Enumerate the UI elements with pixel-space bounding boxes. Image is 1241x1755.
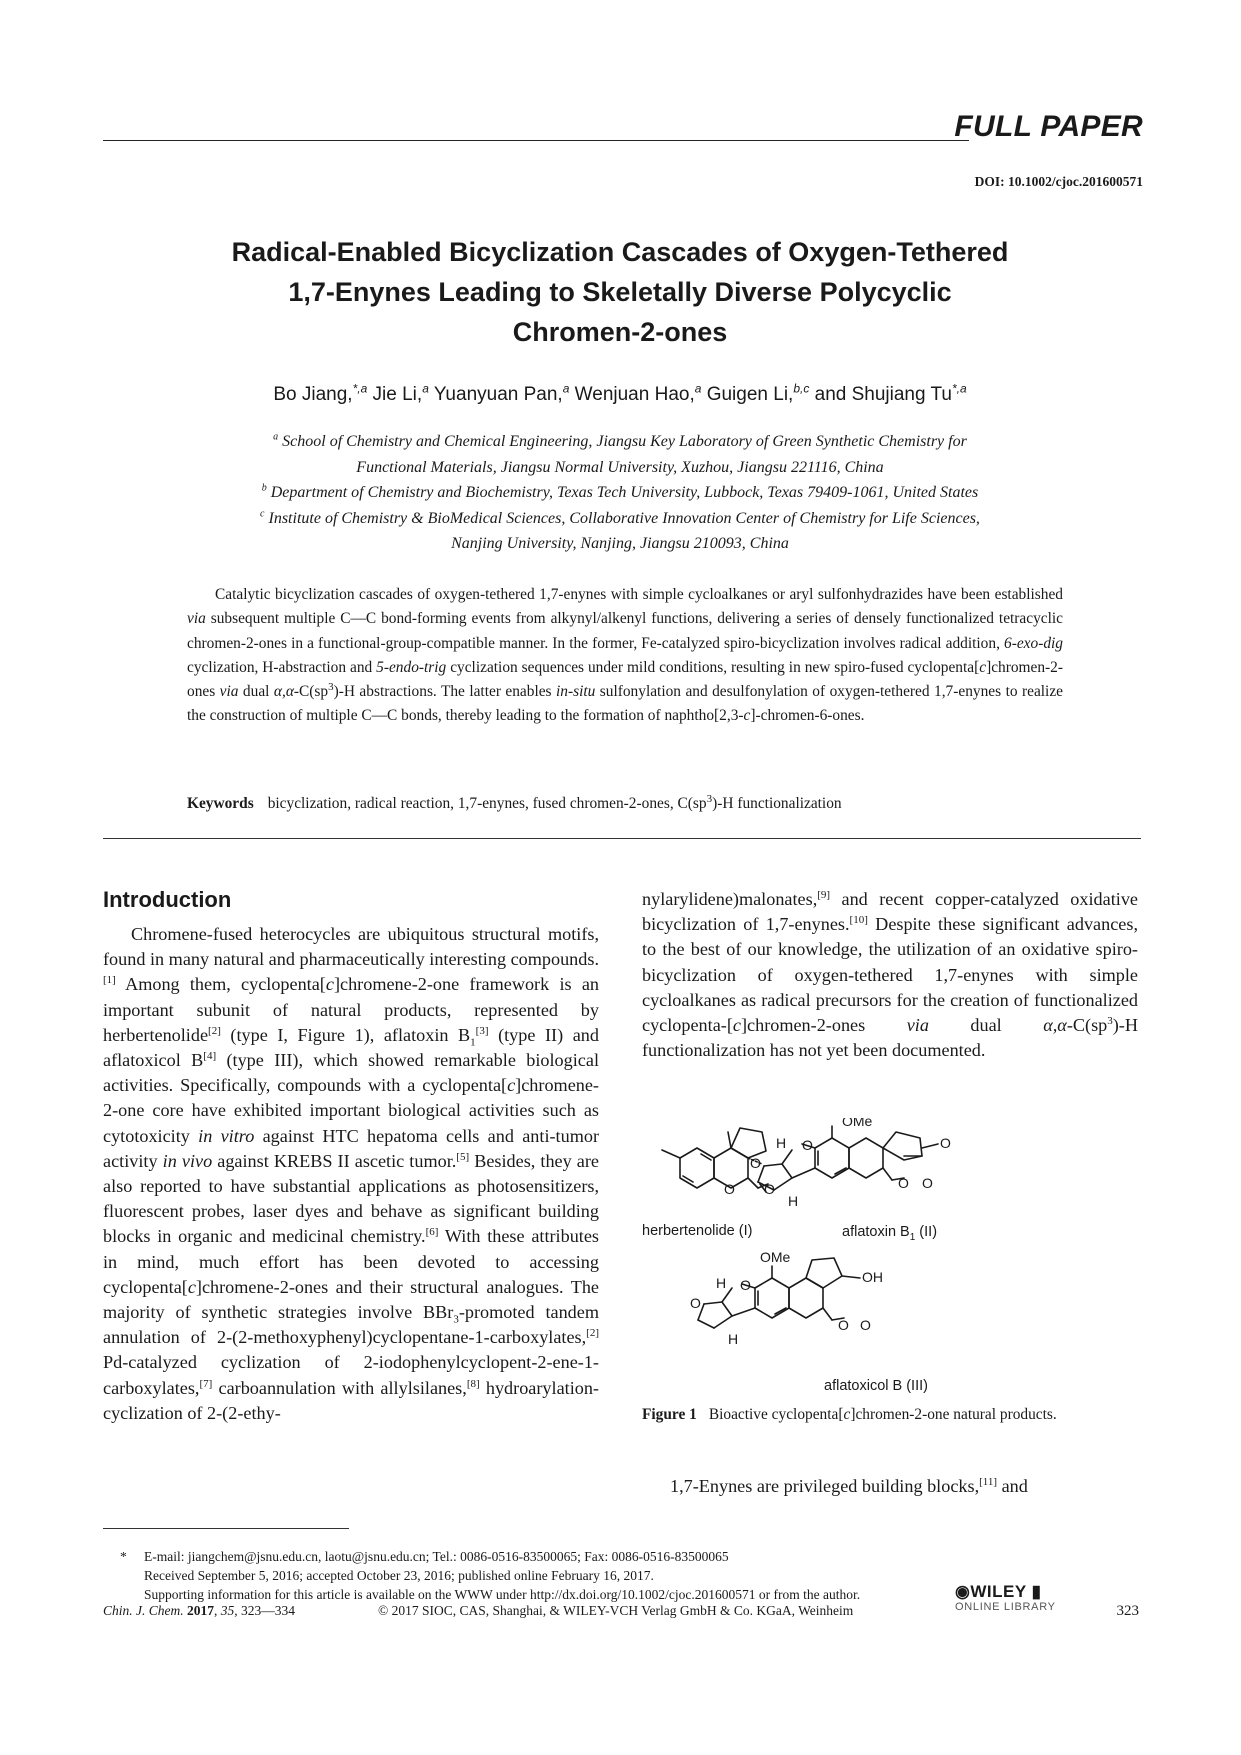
book-icon: ▮: [1026, 1582, 1042, 1601]
citation-ref[interactable]: [7]: [199, 1377, 213, 1390]
atom-label-oh: OH: [862, 1269, 883, 1285]
author-list: [140, 381, 1100, 406]
body-text: Besides, they are also reported to have substantial applications as photosensitizers, fluorescent probes, laser dyes and behave as significant building blocks in organic and medicinal chemistry.: [103, 1150, 600, 1247]
body-text: 1,7-Enynes are privileged building blocks,: [670, 1476, 980, 1496]
abstract-text: dual: [238, 683, 274, 701]
abstract-rule: [103, 838, 1141, 839]
body-text: against HTC hepatoma cells and anti-tumor activity: [103, 1125, 599, 1171]
abstract-text: ]chromen-2-ones: [187, 658, 1063, 701]
abstract-text: cyclization sequences under mild conditions, resulting in new spiro-fused cyclopenta[: [446, 658, 980, 676]
journal-volume: 35: [220, 1603, 235, 1618]
citation-ref[interactable]: [8]: [466, 1377, 480, 1390]
author-mark: a: [562, 381, 570, 396]
keywords-sup: 3: [706, 792, 713, 805]
abstract-text: cyclization, H-abstraction and: [187, 658, 377, 676]
citation-ref[interactable]: [5]: [456, 1150, 470, 1163]
compound-label-III: aflatoxicol B (III): [824, 1378, 928, 1394]
journal-year: 2017: [187, 1603, 214, 1618]
author-name: Yuanyuan Pan,: [433, 384, 563, 405]
body-text: Among them, cyclopenta[: [115, 974, 326, 995]
abstract-text: ]-chromen-6-ones.: [750, 707, 865, 725]
body-text: -promoted tandem annulation of 2-(2-methoxyphenyl)cyclopentane-1-carboxylates,: [103, 1302, 599, 1348]
atom-label-h: H: [728, 1331, 739, 1347]
atom-label: O: [724, 1181, 735, 1197]
figure-caption-label: Figure 1: [642, 1406, 697, 1423]
affiliation-b: [140, 480, 1100, 506]
body-text: (type I, Figure 1), aflatoxin B: [220, 1024, 471, 1045]
body-text: Despite these significant advances, to the best of our knowledge, the utilization of an oxidative spiro-bicyclization of oxygen-tethered 1,7-enynes with simple cycloalkanes as radical precursors for the creation of functionalized cyclopenta-[: [642, 914, 1138, 1036]
author-name: Jie Li,: [372, 384, 423, 405]
body-text: Pd-catalyzed cyclization of 2-iodophenylcyclopent-2-ene-1-carboxylates,: [103, 1352, 599, 1398]
atom-label-h: H: [788, 1193, 799, 1209]
copyright: © 2017 SIOC, CAS, Shanghai, & WILEY-VCH Verlag GmbH & Co. KGaA, Weinheim: [378, 1603, 854, 1618]
header-rule: [103, 140, 969, 141]
citation-ref[interactable]: [11]: [979, 1475, 998, 1488]
left-column: [103, 922, 599, 1426]
affiliations: [140, 429, 1100, 557]
body-text: ]chromene-2-one core have exhibited important biological activities such as cytotoxicity: [103, 1075, 599, 1146]
author-mark: a: [422, 381, 429, 396]
figure-1: [642, 1118, 1138, 1408]
wiley-logo-subtitle: ONLINE LIBRARY: [955, 1601, 1056, 1613]
affiliation-c: [140, 506, 1100, 532]
wiley-seal-icon: ◉: [955, 1582, 971, 1601]
compound-label-text: aflatoxin B: [842, 1224, 910, 1240]
keywords-label: Keywords: [187, 795, 254, 812]
body-text: -C(sp: [1066, 1015, 1108, 1036]
atom-label-h: H: [716, 1275, 727, 1291]
atom-label-ome: OMe: [842, 1118, 873, 1129]
atom-label: O: [740, 1277, 751, 1293]
abstract-text: subsequent multiple C—C bond-forming events from alkynyl/alkenyl functions, delivering a series of densely functionalized tetracyclic chromen-2-ones in a functional-group-compatible manner. In the former, Fe-catalyzed spiro-bicyclization involves radical addition,: [187, 610, 1063, 652]
body-text: and recent copper-catalyzed oxidative bicyclization of 1,7-enynes.: [642, 889, 1138, 935]
citation-ref[interactable]: [6]: [425, 1226, 439, 1239]
body-italic: c: [187, 1276, 196, 1297]
compound-label-text: (II): [915, 1224, 938, 1240]
author-mark: *,a: [352, 381, 368, 396]
footnote-text[interactable]: E-mail: jiangchem@jsnu.edu.cn, laotu@jsnu.edu.cn; Tel.: 0086-0516-83500065; Fax: 0086-0516-83500065: [144, 1549, 729, 1564]
author-name: Bo Jiang,: [273, 384, 353, 405]
body-italic: c: [507, 1075, 516, 1096]
atom-label: O: [898, 1175, 909, 1191]
footnote-rule: [103, 1528, 349, 1529]
affiliation-c-cont: Nanjing University, Nanjing, Jiangsu 210093, China: [451, 535, 789, 552]
figure-caption-italic: c: [843, 1406, 851, 1423]
body-italic: in vitro: [198, 1125, 255, 1146]
journal-name: Chin. J. Chem.: [103, 1603, 184, 1618]
body-text: nylarylidene)malonates,: [642, 889, 818, 909]
doi-link[interactable]: DOI: 10.1002/cjoc.201600571: [974, 174, 1143, 189]
body-text: and: [997, 1476, 1028, 1496]
atom-label: O: [922, 1175, 933, 1191]
citation-ref[interactable]: [4]: [203, 1049, 217, 1062]
author-mark: *,a: [951, 381, 967, 396]
title-line: 1,7-Enynes Leading to Skeletally Diverse Polycyclic: [288, 277, 952, 307]
wiley-logo-text: WILEY: [970, 1582, 1027, 1601]
affiliation-text: Department of Chemistry and Biochemistry, Texas Tech University, Lubbock, Texas 79409-1061, United States: [270, 484, 979, 501]
body-text: ]chromene-2-ones and their structural analogues. The majority of synthetic strategies involve BBr: [103, 1276, 599, 1323]
atom-label: O: [750, 1155, 761, 1171]
affiliation-a: [140, 429, 1100, 455]
body-text: )-H functionalization has not yet been documented.: [642, 1015, 1138, 1061]
affiliation-a-cont: Functional Materials, Jiangsu Normal University, Xuzhou, Jiangsu 221116, China: [356, 458, 884, 476]
title-line: Radical-Enabled Bicyclization Cascades of Oxygen-Tethered: [231, 237, 1009, 267]
abstract-text: Catalytic bicyclization cascades of oxygen-tethered 1,7-enynes with simple cycloalkanes or aryl sulfonhydrazides have been established: [215, 586, 1063, 603]
abstract-italic: via: [187, 610, 206, 628]
author-name: and Shujiang Tu: [814, 384, 952, 405]
abstract-text: -C(sp: [293, 683, 329, 701]
body-italic: c: [325, 974, 334, 995]
body-text: With these attributes in mind, much effort has been devoted to accessing cyclopenta[: [103, 1226, 599, 1297]
section-heading-introduction: Introduction: [103, 887, 232, 912]
right-column-next-paragraph: [642, 1474, 1138, 1499]
structure-aflatoxicol-b: [698, 1258, 860, 1328]
footnote-contact: [120, 1547, 860, 1566]
body-text: against KREBS II ascetic tumor.: [212, 1150, 457, 1171]
keywords-text: bicyclization, radical reaction, 1,7-enynes, fused chromen-2-ones, C(sp: [267, 795, 707, 812]
affiliation-text: School of Chemistry and Chemical Engineering, Jiangsu Key Laboratory of Green Synthetic Chemistry for: [282, 433, 967, 450]
footnote-supporting-info[interactable]: Supporting information for this article is available on the WWW under http://dx.doi.org/10.1002/cjoc.201600571 or from the author.: [144, 1587, 861, 1602]
body-text: ]chromen-2-ones: [740, 1015, 907, 1036]
affiliation-mark: c: [260, 508, 265, 520]
figure-caption-text: Bioactive cyclopenta[: [708, 1406, 844, 1423]
citation-ref[interactable]: [2]: [208, 1024, 221, 1037]
affiliation-mark: a: [273, 431, 279, 443]
author-mark: b,c: [793, 381, 810, 396]
abstract-sup: 3: [328, 681, 334, 694]
journal-pages: , 323—334: [234, 1603, 295, 1618]
atom-label: O: [838, 1317, 849, 1333]
keywords-text: )-H functionalization: [712, 795, 842, 812]
author-name: Guigen Li,: [706, 384, 794, 405]
affiliation-text: Institute of Chemistry & BioMedical Sciences, Collaborative Innovation Center of Chemistry for Life Sciences,: [268, 509, 980, 527]
abstract-text: sulfonylation and desulfonylation of oxygen-tethered 1,7-enynes to realize the construction of multiple C—C bonds, thereby leading to the formation of naphtho[2,3-: [187, 683, 1063, 725]
citation-ref[interactable]: [10]: [849, 914, 868, 927]
footnote: [120, 1547, 860, 1604]
wiley-logo-word: [955, 1583, 1056, 1601]
body-text: Chromene-fused heterocycles are ubiquitous structural motifs, found in many natural and pharmaceutically interesting compounds.: [103, 924, 599, 970]
abstract-italic: in-situ: [555, 683, 596, 701]
figure-caption: [642, 1402, 1138, 1428]
abstract-text: )-H abstractions. The latter enables: [333, 683, 556, 701]
body-italic: in vivo: [162, 1150, 213, 1171]
compound-label-sub: 1: [909, 1232, 916, 1243]
right-column: [642, 887, 1138, 1063]
citation-ref[interactable]: [9]: [817, 888, 831, 901]
title-line: Chromen-2-ones: [512, 317, 728, 347]
section-label: FULL PAPER: [954, 110, 1143, 143]
abstract-italic: α,α: [273, 683, 294, 701]
atom-label: O: [940, 1135, 951, 1151]
atom-label-ome: OMe: [760, 1249, 791, 1265]
atom-label-h: H: [776, 1135, 787, 1151]
intro-paragraph-cont: [642, 887, 1138, 1063]
body-text: carboannulation with allylsilanes,: [212, 1377, 467, 1398]
body-text: (type III), which showed remarkable biological activities. Specifically, compounds with a cyclopenta[: [103, 1050, 599, 1096]
abstract-italic: 6-exo-dig: [1004, 634, 1063, 652]
page-number: 323: [1116, 1603, 1139, 1619]
body-sub: 3: [453, 1313, 459, 1326]
body-text: dual: [928, 1015, 1044, 1036]
atom-label: O: [802, 1137, 813, 1153]
citation-ref[interactable]: [1]: [103, 974, 116, 987]
citation-ref[interactable]: [3]: [475, 1024, 489, 1037]
journal-citation: Chin. J. Chem. 2017, 35, 323—334: [103, 1603, 295, 1618]
body-italic: c: [732, 1015, 741, 1036]
abstract-italic: c: [743, 707, 751, 725]
citation-ref[interactable]: [2]: [586, 1327, 599, 1340]
affiliation-mark: b: [261, 482, 267, 494]
author-mark: a: [694, 381, 702, 396]
body-italic: via: [906, 1015, 929, 1036]
atom-label: O: [690, 1295, 701, 1311]
wiley-online-library-logo[interactable]: [955, 1583, 1056, 1613]
paper-title: [140, 232, 1100, 352]
body-italic: α,α: [1043, 1015, 1067, 1036]
abstract-italic: c: [979, 658, 987, 676]
footnote-dates: Received September 5, 2016; accepted October 23, 2016; published online February 16, 2017.: [144, 1568, 654, 1583]
body-text: ]chromene-2-one framework is an important subunit of natural products, represented by herbertenolide: [103, 974, 599, 1045]
keywords: [187, 792, 842, 813]
body-sup: 3: [1107, 1014, 1113, 1027]
compound-label-I: herbertenolide (I): [642, 1223, 753, 1239]
atom-label: O: [860, 1317, 871, 1333]
body-sub: 1: [470, 1036, 476, 1049]
abstract-italic: 5-endo-trig: [376, 658, 447, 676]
compound-label-II: [842, 1224, 937, 1243]
author-name: Wenjuan Hao,: [574, 384, 695, 405]
body-text: (type II) and aflatoxicol B: [103, 1024, 599, 1071]
abstract: [187, 583, 1063, 729]
figure-caption-text: ]chromen-2-one natural products.: [850, 1406, 1057, 1423]
body-text: hydroarylation-cyclization of 2-(2-ethy-: [103, 1377, 599, 1423]
abstract-italic: via: [219, 683, 239, 701]
chemical-structures: [642, 1118, 1138, 1408]
intro-paragraph: [103, 922, 599, 1426]
footnote-mark: *: [120, 1549, 127, 1564]
atom-label: O: [764, 1181, 775, 1197]
